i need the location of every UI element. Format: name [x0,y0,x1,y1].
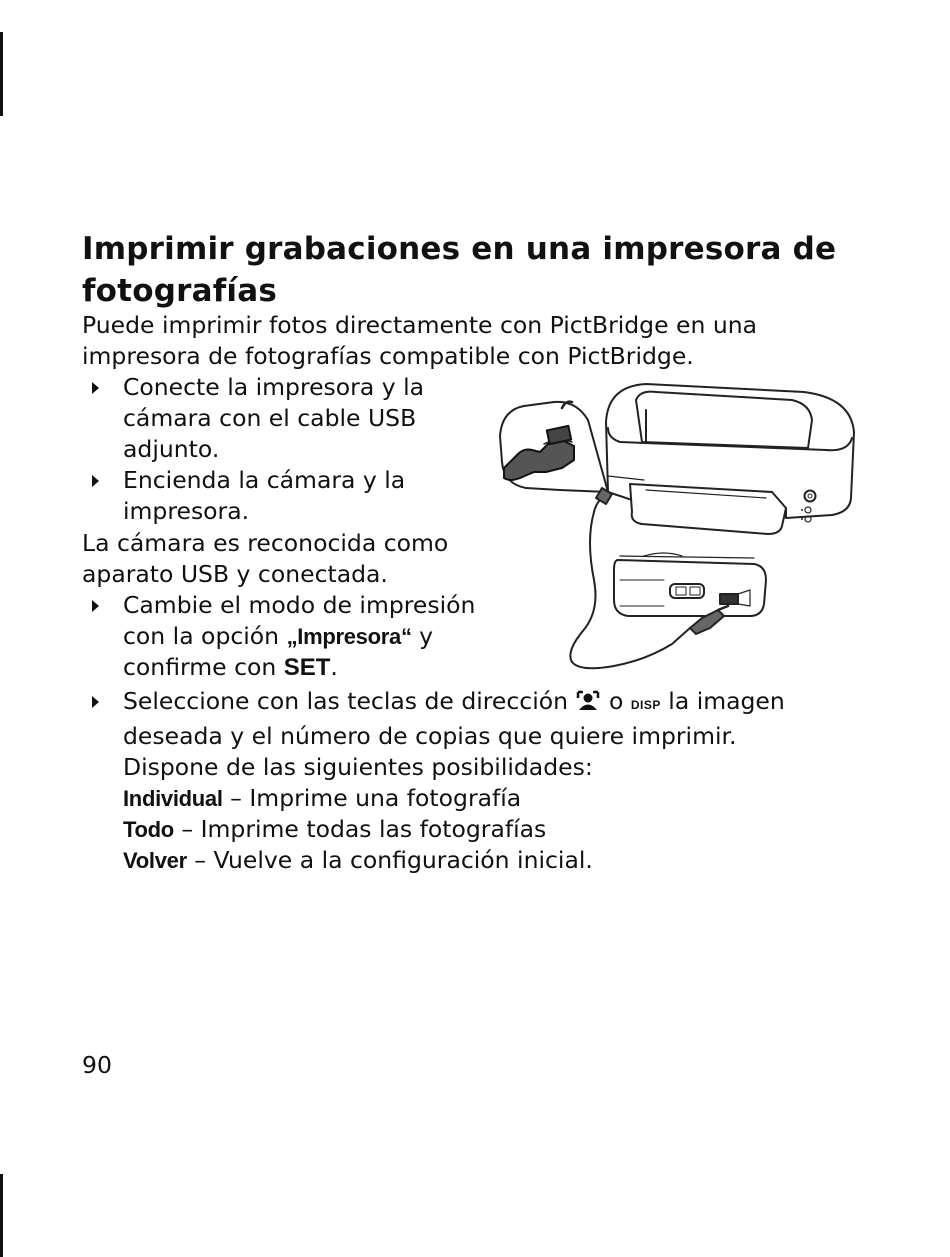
option-volver [123,845,882,876]
option-description: – Vuelve a la configuración inicial. [186,846,593,874]
crop-mark-bottom [0,1174,3,1257]
option-term: Individual [123,786,223,811]
list-item-print-mode [82,590,502,683]
triangle-bullet-icon [92,600,99,612]
option-todo [123,814,882,845]
mode-text-after: . [330,653,338,681]
set-key-label: SET [283,654,331,681]
option-impresora: „Impresora“ [286,624,412,649]
triangle-bullet-icon [92,475,99,487]
list-item-select-image [82,686,882,876]
page-title: Imprimir grabaciones en una impresora de fotografías [82,231,837,309]
intro-paragraph: Puede imprimir fotos directamente con PictBridge en una impresora de fotografías compatible con PictBridge. [82,311,758,370]
portrait-direction-key-icon [575,689,601,720]
camera-usb-printer-illustration [496,380,858,672]
list-item-connect [82,372,462,465]
list-item-text: Encienda la cámara y la impresora. [123,466,406,525]
disp-key-label: DISP [630,698,661,712]
option-individual [123,783,882,814]
triangle-bullet-icon [92,382,99,394]
list-item-text [123,590,502,683]
page-number: 90 [82,1051,112,1079]
mode-text-before: Cambie el modo de impresión con la opción [123,591,476,650]
recognized-note: La cámara es reconocida como aparato USB y conectada. [82,529,449,588]
option-term: Volver [123,848,187,873]
possibilities-intro: Dispone de las siguientes posibilidades: [123,753,593,781]
option-term: Todo [123,817,174,842]
option-description: – Imprime todas las fotografías [173,815,547,843]
crop-mark-top [0,32,3,116]
list-item-text [123,686,882,876]
select-text-connector: o [601,687,631,715]
mode-text-middle: y confirme con [123,622,434,681]
option-description: – Imprime una fotografía [222,784,522,812]
list-item-power-on [82,465,462,527]
list-item-text: Conecte la impresora y la cámara con el cable USB adjunto. [123,373,425,463]
select-text-before: Seleccione con las teclas de dirección [123,687,576,715]
triangle-bullet-icon [92,696,99,708]
select-text-after: la imagen deseada y el número de copias que quiere imprimir. [123,687,785,750]
